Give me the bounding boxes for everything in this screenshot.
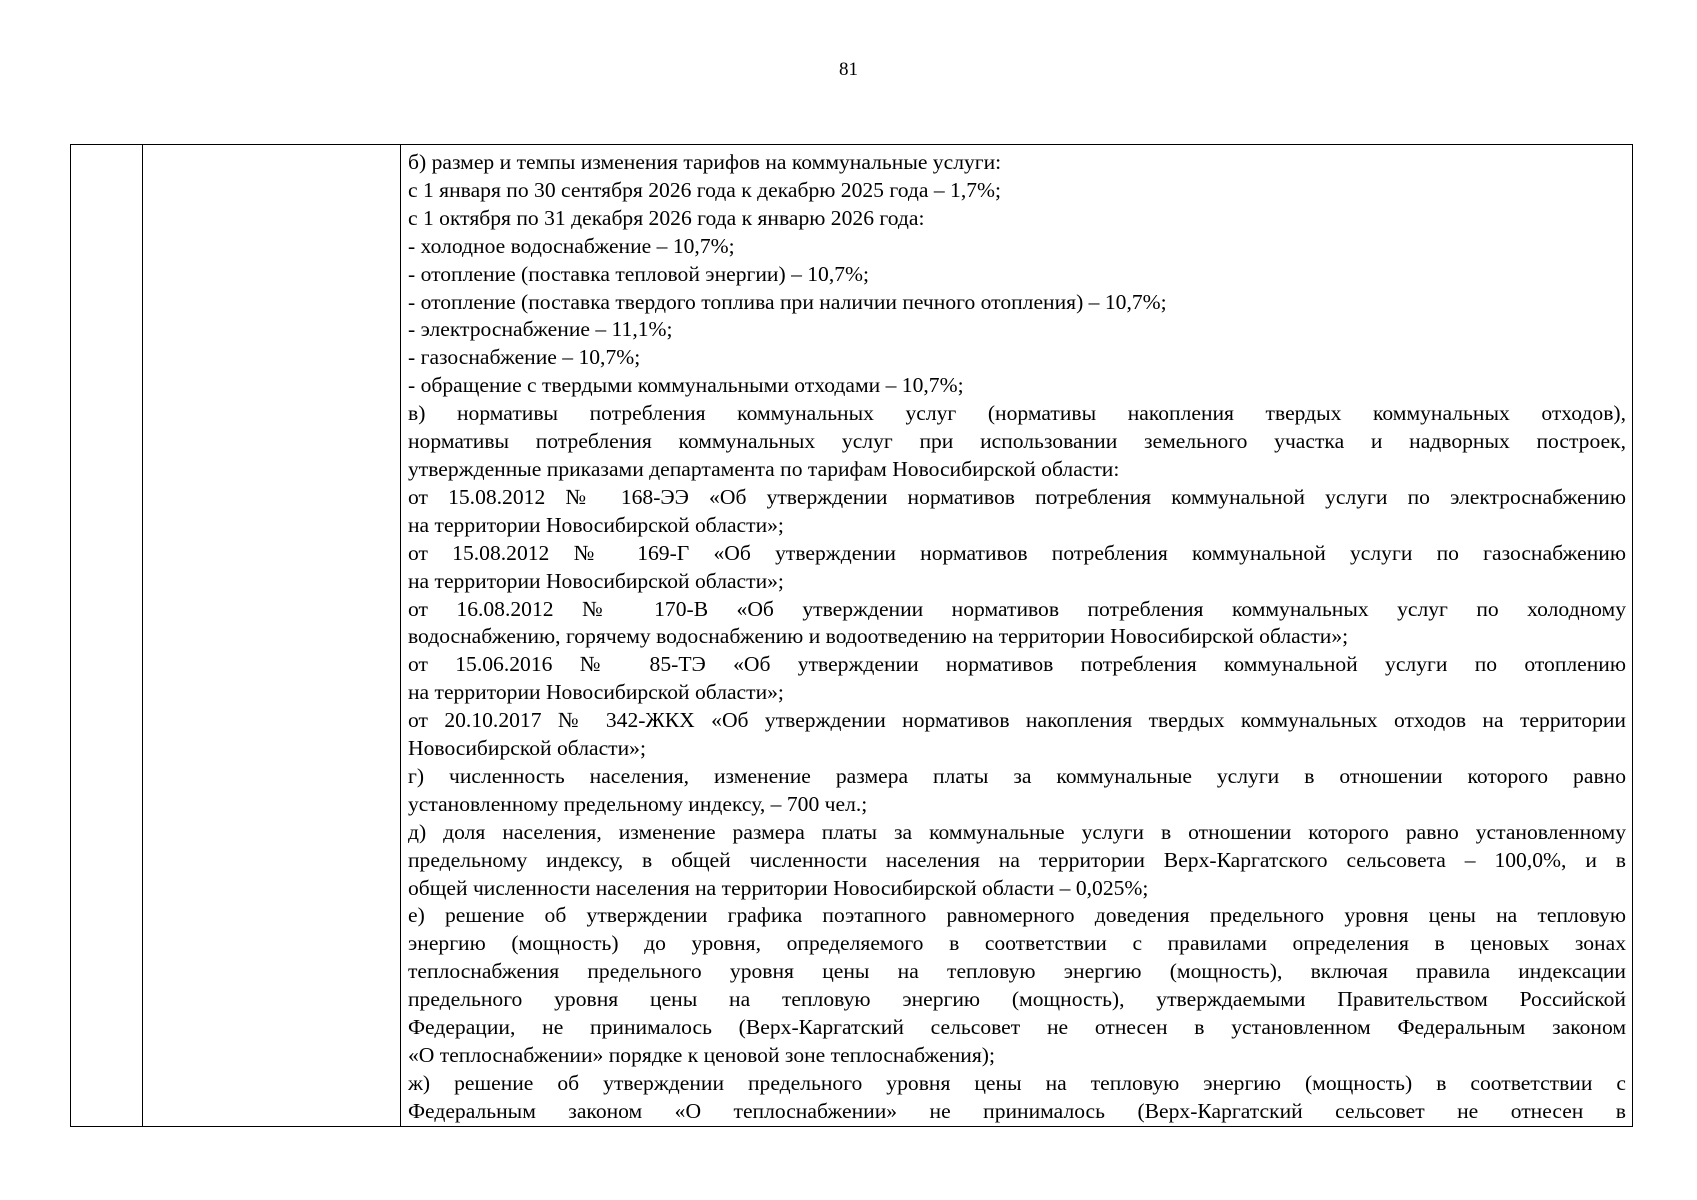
document-table <box>70 144 1633 1127</box>
text-line: - отопление (поставка тепловой энергии) – 10,7%; <box>408 261 870 286</box>
text-line: теплоснабжения предельного уровня цены на тепловую энергию (мощность), включая правила индексации <box>408 959 1626 984</box>
text-line: - холодное водоснабжение – 10,7%; <box>408 233 735 258</box>
content-cell <box>401 145 1633 1127</box>
text-line: - обращение с твердыми коммунальными отходами – 10,7%; <box>408 373 964 398</box>
number-cell <box>71 145 143 1127</box>
text-line: на территории Новосибирской области»; <box>408 512 784 537</box>
text-line: от 16.08.2012 № 170-В «Об утверждении нормативов потребления коммунальных услуг по холодному <box>408 596 1626 621</box>
text-line: предельного уровня цены на тепловую энергию (мощность), утверждаемыми Правительством Российской <box>408 987 1626 1012</box>
content-text <box>408 149 1626 1126</box>
text-line: общей численности населения на территории Новосибирской области – 0,025%; <box>408 875 1149 900</box>
text-line: с 1 октября по 31 декабря 2026 года к январю 2026 года: <box>408 205 925 230</box>
text-line: на территории Новосибирской области»; <box>408 568 784 593</box>
text-line: на территории Новосибирской области»; <box>408 680 784 705</box>
text-line: Федерации, не принималось (Верх-Каргатский сельсовет не отнесен в установленном Федеральным законом <box>408 1015 1626 1040</box>
text-line: е) решение об утверждении графика поэтапного равномерного доведения предельного уровня цены на тепловую <box>408 903 1626 928</box>
text-line: от 15.06.2016 № 85-ТЭ «Об утверждении нормативов потребления коммунальной услуги по отоплению <box>408 652 1626 677</box>
text-line: с 1 января по 30 сентября 2026 года к декабрю 2025 года – 1,7%; <box>408 177 1002 202</box>
page-number: 81 <box>839 59 858 80</box>
indicator-cell <box>143 145 401 1127</box>
text-line: Новосибирской области»; <box>408 736 646 761</box>
text-line: нормативы потребления коммунальных услуг при использовании земельного участка и надворных построек, <box>408 429 1626 454</box>
text-line: - электроснабжение – 11,1%; <box>408 317 673 342</box>
text-line: энергию (мощность) до уровня, определяемого в соответствии с правилами определения в ценовых зонах <box>408 931 1626 956</box>
text-line: д) доля населения, изменение размера платы за коммунальные услуги в отношении которого равно установленному <box>408 819 1626 844</box>
text-line: от 15.08.2012 № 168-ЭЭ «Об утверждении нормативов потребления коммунальной услуги по электроснабжению <box>408 484 1626 509</box>
text-line: установленному предельному индексу, – 700 чел.; <box>408 791 868 816</box>
text-line: г) численность населения, изменение размера платы за коммунальные услуги в отношении которого равно <box>408 763 1626 788</box>
text-line: в) нормативы потребления коммунальных услуг (нормативы накопления твердых коммунальных отходов), <box>408 401 1626 426</box>
text-line: от 20.10.2017 № 342-ЖКХ «Об утверждении нормативов накопления твердых коммунальных отходов на территории <box>408 708 1626 733</box>
text-line: - газоснабжение – 10,7%; <box>408 345 641 370</box>
text-line: водоснабжению, горячему водоснабжению и водоотведению на территории Новосибирской области»; <box>408 624 1349 649</box>
text-line: «О теплоснабжении» порядке к ценовой зоне теплоснабжения); <box>408 1043 995 1067</box>
table-row <box>71 145 1633 1127</box>
text-line: Федеральным законом «О теплоснабжении» не принималось (Верх-Каргатский сельсовет не отнесен в <box>408 1098 1626 1123</box>
text-line: предельному индексу, в общей численности населения на территории Верх-Каргатского сельсовета – 100,0%, и в <box>408 847 1626 872</box>
text-line: - отопление (поставка твердого топлива при наличии печного отопления) – 10,7%; <box>408 289 1167 314</box>
text-line: б) размер и темпы изменения тарифов на коммунальные услуги: <box>408 150 1002 174</box>
text-line: утвержденные приказами департамента по тарифам Новосибирской области: <box>408 456 1120 481</box>
text-line: от 15.08.2012 № 169-Г «Об утверждении нормативов потребления коммунальной услуги по газоснабжению <box>408 540 1626 565</box>
text-line: ж) решение об утверждении предельного уровня цены на тепловую энергию (мощность) в соответствии с <box>408 1070 1626 1095</box>
